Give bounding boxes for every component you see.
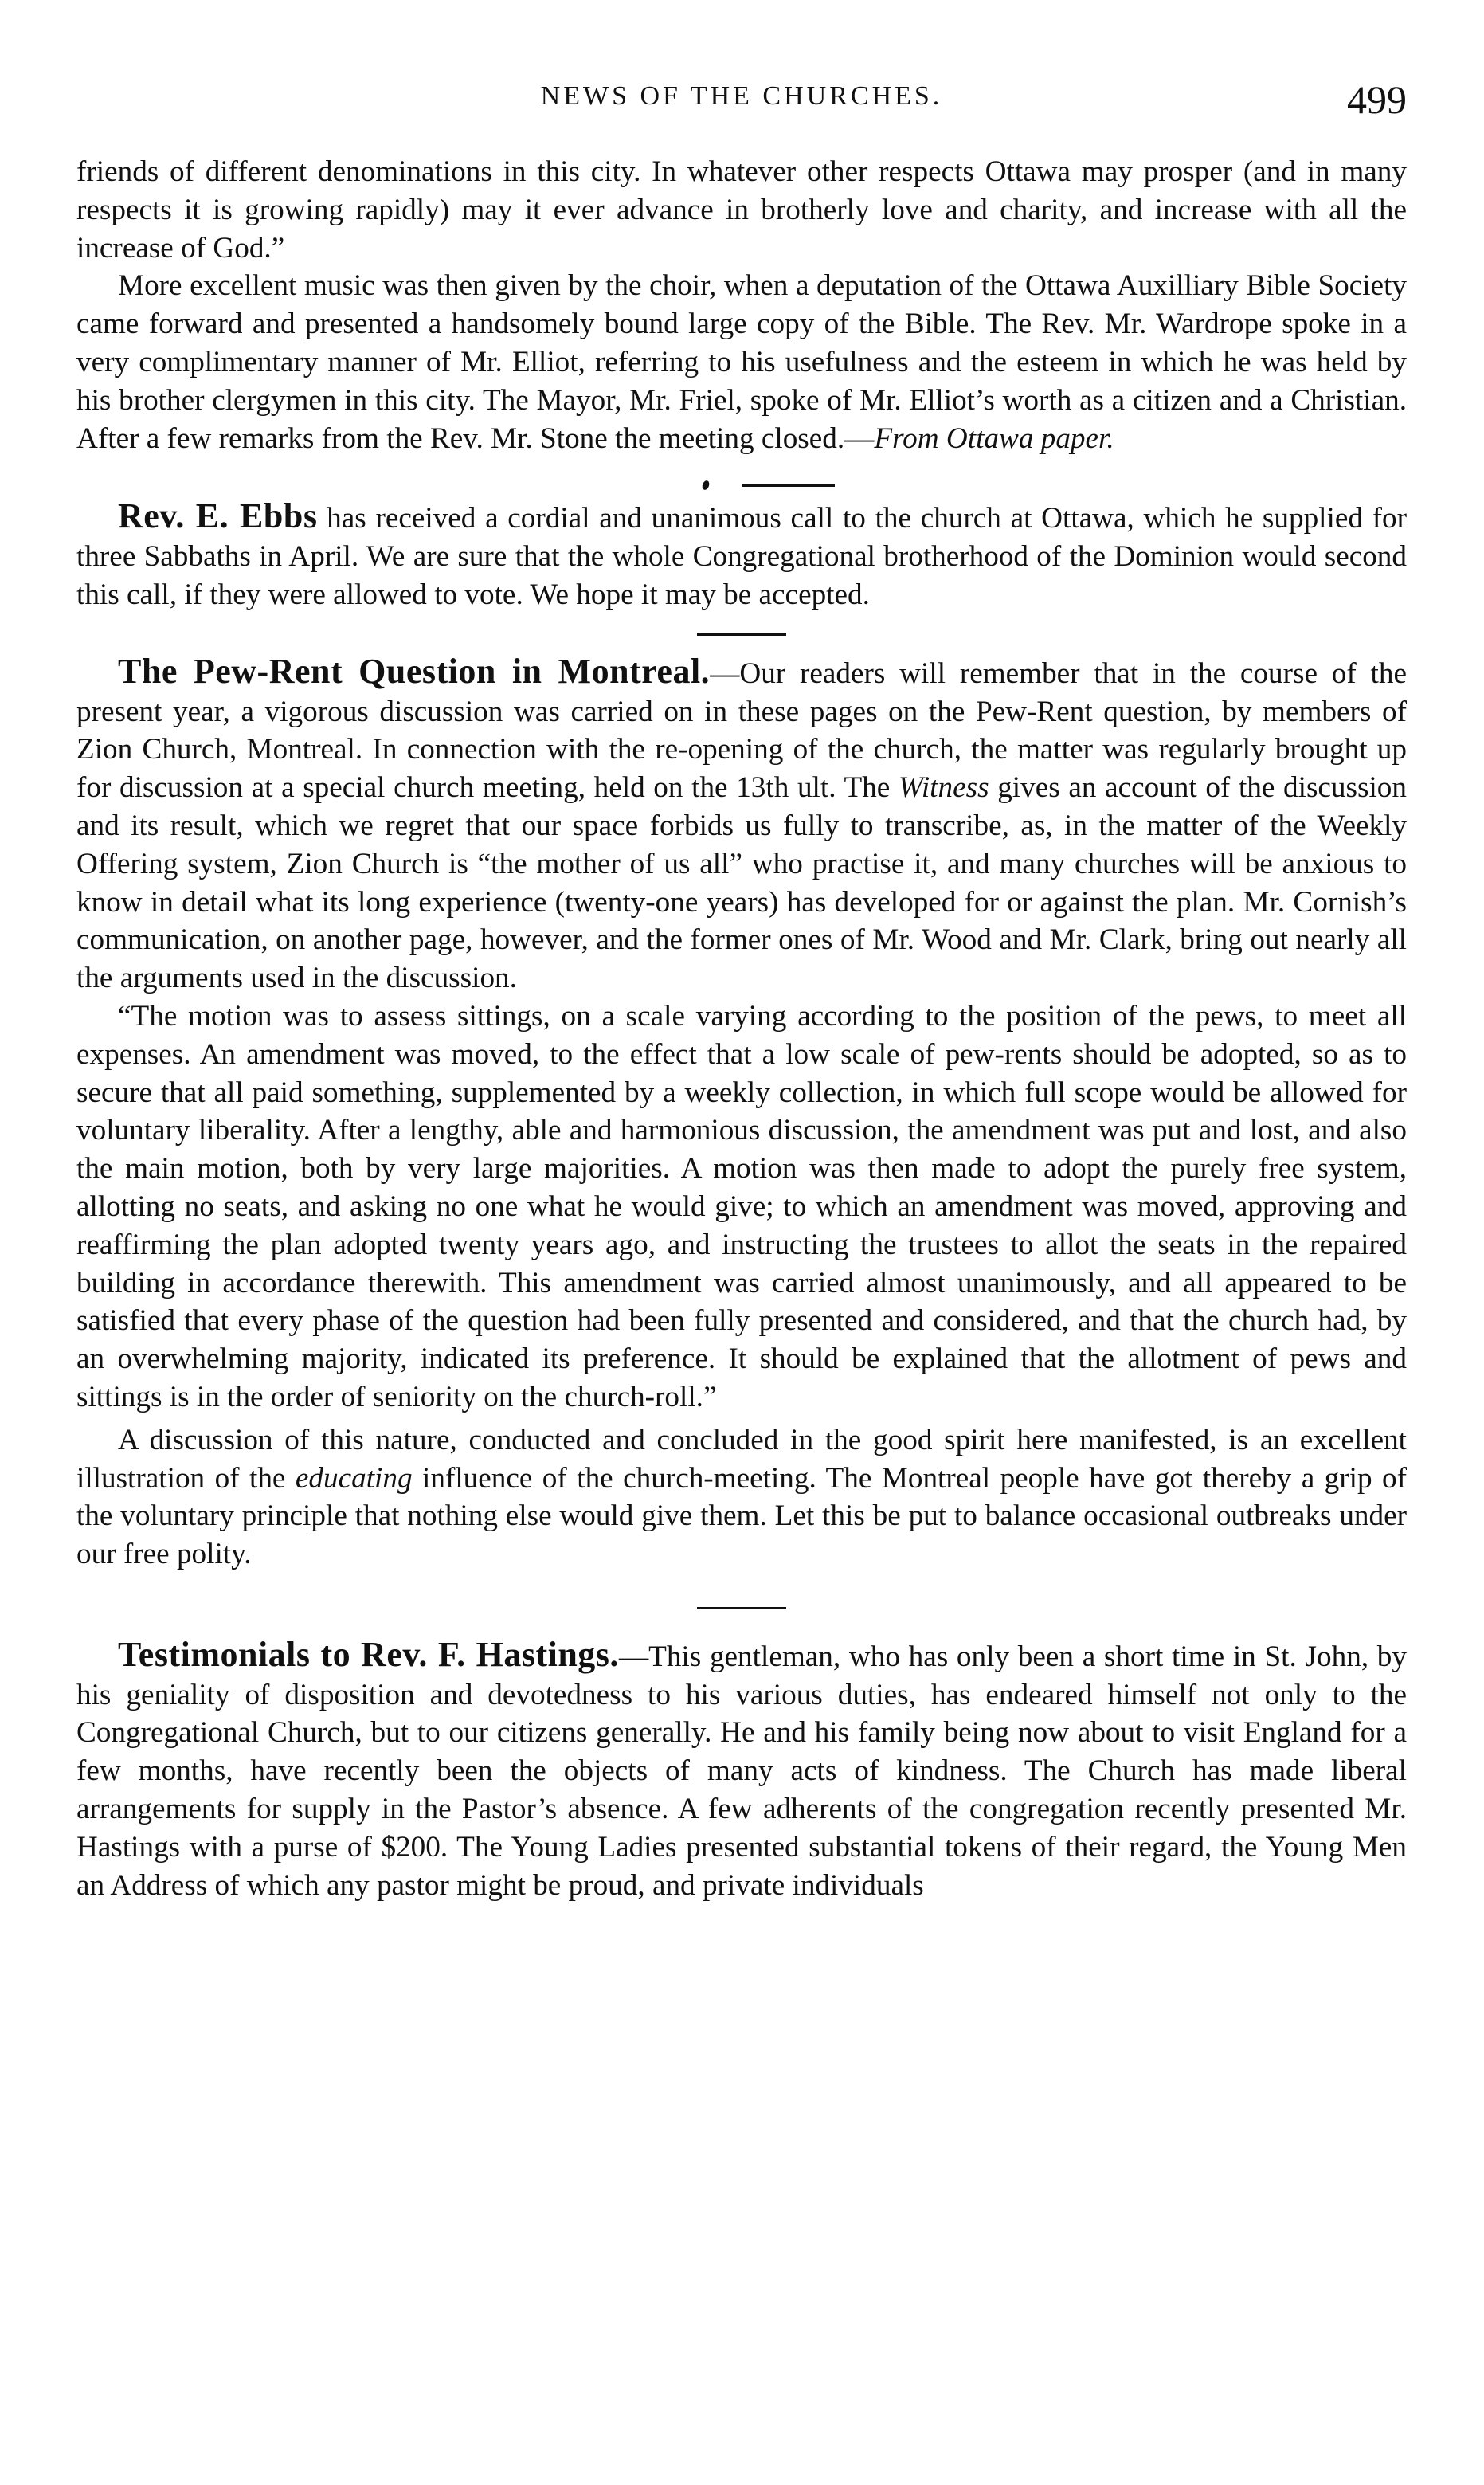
ottawa-paragraph: More excellent music was then given by the choir, when a deputation of the Ottawa Auxilliary Bible Society came forward and presented a handsomely bound large copy of the Bible. The Rev. Mr. Wardrope spoke in a very complimentary manner of Mr. Elliot, referring to his usefulness and the esteem in which he was held by his brother clergymen in this city. The Mayor, Mr. Friel, spoke of Mr. Elliot’s worth as a citizen and a Christian. After a few remarks from the Rev. Mr. Stone the meeting closed.—From Ottawa paper. [76,269,1407,455]
running-title: NEWS OF THE CHURCHES. [540,81,943,111]
ebbs-paragraph: Rev. E. Ebbs has received a cordial and unanimous call to the church at Ottawa, which he supplied for three Sabbaths in April. We are sure that the whole Congregational brotherhood of the Dominion would second this call, if they were allowed to vote. We hope it may be accepted. [76,496,1408,611]
spacer [76,457,1407,486]
spacer [76,486,1407,497]
pew-rent-heading: The Pew-Rent Question in Montreal. [118,651,711,691]
spacer [76,1609,1407,1636]
pew-rent-comment: A discussion of this nature, conducted and concluded in the good spirit here manifested, is an excellent illustration of the educating influence of the church-meeting. The Montreal people have got thereby a grip of the voluntary principle that nothing else would give them. Let this be put to balance occasional outbreaks under our free polity. [76,1423,1408,1571]
spacer [76,1574,1407,1607]
hastings-heading: Testimonials to Rev. F. Hastings. [118,1634,619,1674]
divider-line [742,484,835,487]
article-body [76,153,1407,1904]
ebbs-heading: Rev. E. Ebbs [118,496,318,536]
hastings-paragraph: Testimonials to Rev. F. Hastings.—This gentleman, who has only been a short time in St. John, by his geniality of disposition and devotedness to his various duties, has endeared himself not only to the Congregational Church, but to our citizens generally. He and his family being now about to visit England for a few months, have recently been the objects of many acts of kindness. The Church has made liberal arrangements for supply in the Pastor’s absence. A few adherents of the congregation recently presented Mr. Hastings with a purse of $200. The Young Ladies presented substantial tokens of their regard, the Young Men an Address of which any pastor might be proud, and private individuals [76,1634,1407,1902]
educating-emphasis: educating [295,1461,413,1495]
witness-title: Witness [898,771,989,805]
page-header [76,76,1407,132]
pew-rent-quote: “The motion was to assess sittings, on a scale varying according to the position of the pews, to meet all expenses. An amendment was moved, to the effect that a low scale of pew-rents should be adopted, so as to secure that all paid something, supplemented by a weekly collection, in which full scope would be allowed for voluntary liberality. After a lengthy, able and harmonious discussion, the amendment was put and lost, and also the main motion, both by very large majorities. A motion was then made to adopt the purely free system, allotting no seats, and asking no one what he would give; to which an amendment was moved, approving and reaffirming the plan adopted twenty years ago, and instructing the trustees to allot the seats in the repaired building in accordance therewith. This amendment was carried almost unanimously, and all appeared to be satisfied that every phase of the question had been fully presented and considered, and that the church had, by an overwhelming majority, indicated its preference. It should be explained that the allotment of pews and sittings is in the order of seniority on the church-roll.” [76,999,1407,1413]
continued-paragraph: friends of different denominations in this city. In whatever other respects Ottawa may prosper (and in many respects it is growing rapidly) may it ever advance in brotherly love and charity, and increase with all the increase of God.” [76,155,1407,265]
page-number: 499 [1347,77,1407,122]
pew-rent-paragraph: The Pew-Rent Question in Montreal.—Our readers will remember that in the course of the present year, a vigorous discussion was carried on in these pages on the Pew-Rent question, by members of Zion Church, Montreal. In connection with the re-opening of the church, the matter was regularly brought up for discussion at a special church meeting, held on the 13th ult. The Witness gives an account of the discussion and its result, which we regret that our space forbids us fully to transcribe, as, in the matter of the Weekly Offering system, Zion Church is “the mother of us all” who practise it, and many churches will be anxious to know in detail what its long experience (twenty-one years) has developed for or against the plan. Mr. Cornish’s communication, on another page, however, and the former ones of Mr. Wood and Mr. Clark, bring out nearly all the arguments used in the discussion. [76,651,1407,995]
spacer [76,635,1407,653]
spacer [76,614,1407,633]
source-citation: From Ottawa paper. [874,421,1114,455]
